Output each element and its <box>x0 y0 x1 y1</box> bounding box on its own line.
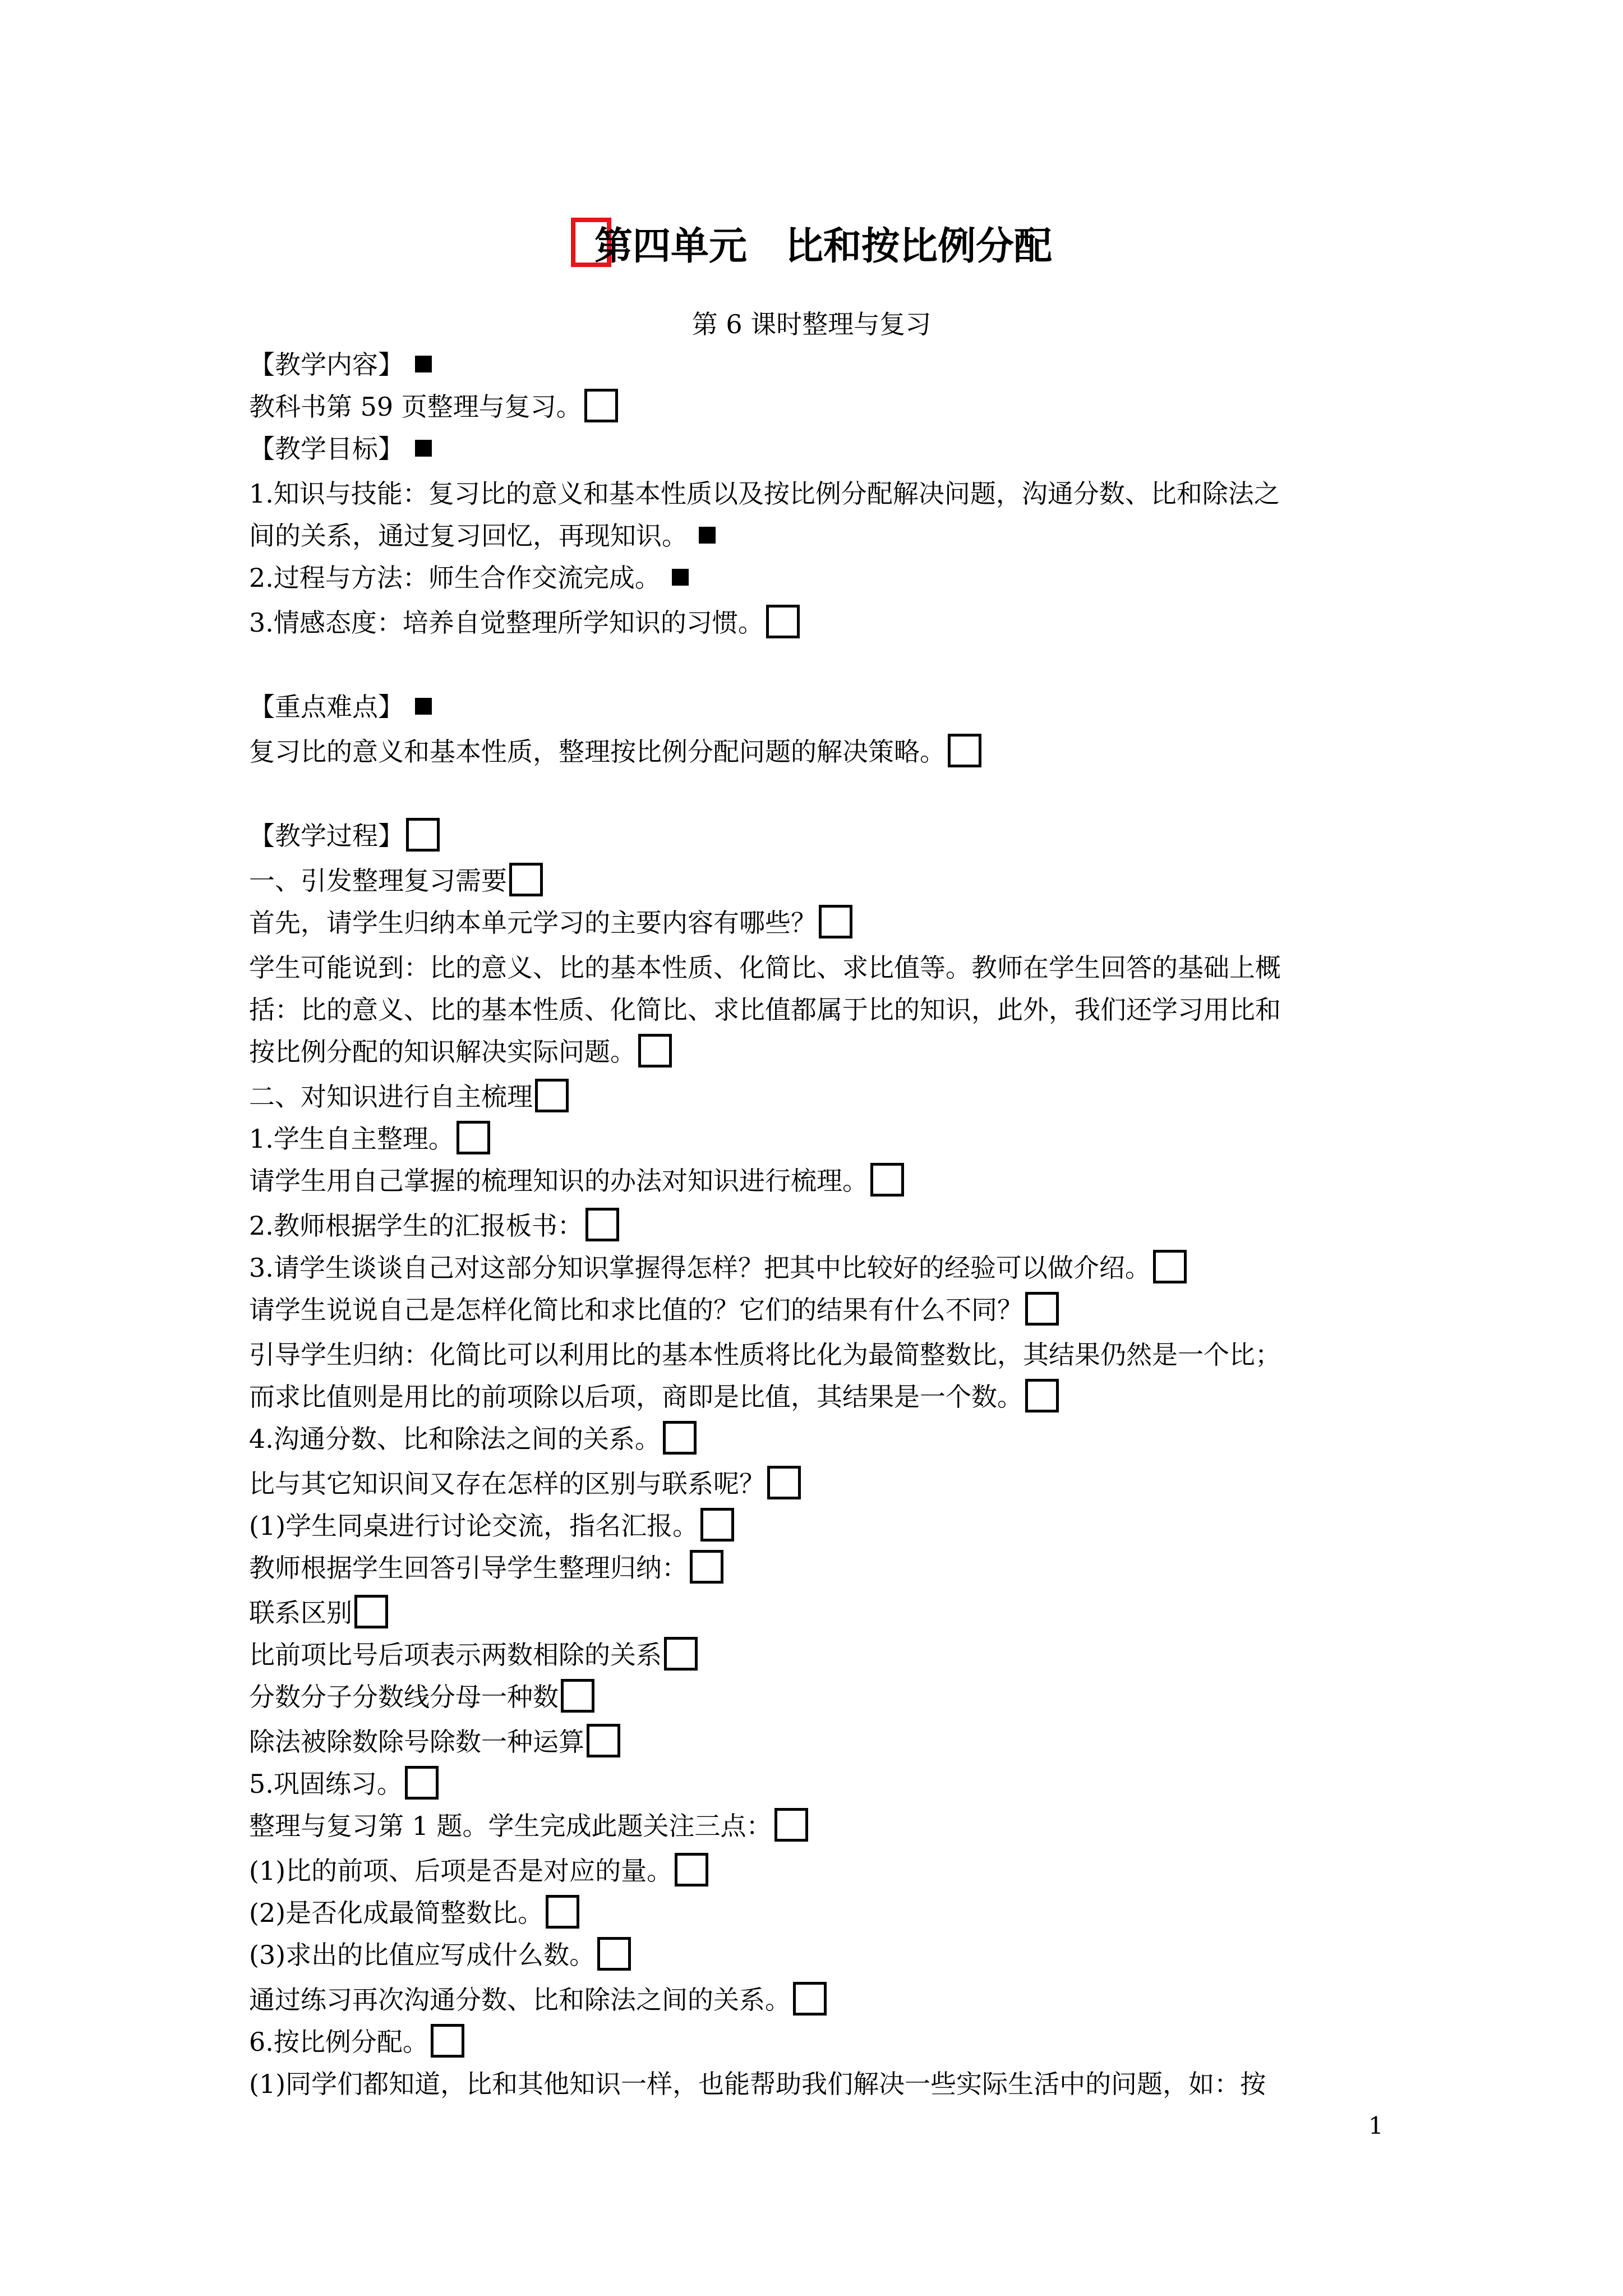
empty-box-icon <box>766 605 800 638</box>
text-line: 2.教师根据学生的汇报板书： <box>249 1206 619 1245</box>
text-line: 复习比的意义和基本性质，整理按比例分配问题的解决策略。 <box>249 732 981 771</box>
text-line: 比前项比号后项表示两数相除的关系 <box>249 1635 698 1674</box>
text-line: (2)是否化成最简整数比。 <box>249 1893 579 1932</box>
empty-box-icon <box>585 1208 619 1241</box>
empty-box-icon <box>819 905 852 938</box>
empty-box-icon <box>767 1466 801 1499</box>
text-line: 3.请学生谈谈自己对这部分知识掌握得怎样？把其中比较好的经验可以做介绍。 <box>249 1248 1187 1287</box>
text-line: 教科书第 59 页整理与复习。 <box>249 387 618 426</box>
text-line: 请学生说说自己是怎样化简比和求比值的？它们的结果有什么不同？ <box>249 1290 1059 1329</box>
text-line: 1.学生自主整理。 <box>249 1119 490 1158</box>
text-line: 通过练习再次沟通分数、比和除法之间的关系。 <box>249 1980 827 2019</box>
text-line: 6.按比例分配。 <box>249 2022 464 2062</box>
text-line: 而求比值则是用比的前项除以后项，商即是比值，其结果是一个数。 <box>249 1377 1059 1416</box>
text-line: 分数分子分数线分母一种数 <box>249 1677 594 1717</box>
square-bullet-icon <box>415 440 432 457</box>
text-line: (1)学生同桌进行讨论交流，指名汇报。 <box>249 1506 734 1545</box>
text-line: 5.巩固练习。 <box>249 1764 439 1803</box>
empty-box-icon <box>948 734 981 767</box>
empty-box-icon <box>638 1034 672 1068</box>
text-line: 间的关系，通过复习回忆，再现知识。 <box>249 516 716 555</box>
empty-box-icon <box>690 1550 723 1584</box>
page-title-text: 第四单元 比和按比例分配 <box>594 224 1052 269</box>
text-line: (1)比的前项、后项是否是对应的量。 <box>249 1851 708 1890</box>
empty-box-icon <box>664 1637 698 1671</box>
empty-box-icon <box>700 1508 734 1542</box>
section-heading: 【教学过程】 <box>249 816 440 855</box>
text-line: 2.过程与方法：师生合作交流完成。 <box>249 558 689 597</box>
empty-box-icon <box>584 389 618 422</box>
empty-box-icon <box>1025 1379 1059 1412</box>
text-line: 按比例分配的知识解决实际问题。 <box>249 1032 672 1071</box>
empty-box-icon <box>535 1079 569 1112</box>
empty-box-icon <box>431 2024 464 2058</box>
text-line: 二、对知识进行自主梳理 <box>249 1077 569 1116</box>
empty-box-icon <box>774 1808 808 1842</box>
empty-box-icon <box>561 1679 594 1713</box>
text-line: 括：比的意义、比的基本性质、化简比、求比值都属于比的知识，此外，我们还学习用比和 <box>249 995 1281 1025</box>
square-bullet-icon <box>415 356 432 372</box>
text-line: (3)求出的比值应写成什么数。 <box>249 1935 631 1975</box>
empty-box-icon <box>587 1724 620 1757</box>
section-heading: 【教学内容】 <box>249 345 432 384</box>
text-line: 学生可能说到：比的意义、比的基本性质、化简比、求比值等。教师在学生回答的基础上概 <box>249 953 1281 983</box>
empty-box-icon <box>675 1853 708 1887</box>
empty-box-icon <box>663 1421 697 1455</box>
square-bullet-icon <box>415 698 432 715</box>
text-line: 3.情感态度：培养自觉整理所学知识的习惯。 <box>249 603 800 642</box>
page-number: 1 <box>1368 2112 1384 2139</box>
empty-box-icon <box>354 1595 388 1628</box>
text-line: 除法被除数除号除数一种运算 <box>249 1722 620 1761</box>
text-line: 首先，请学生归纳本单元学习的主要内容有哪些？ <box>249 903 852 942</box>
text-line: 教师根据学生回答引导学生整理归纳： <box>249 1548 723 1588</box>
empty-box-icon <box>546 1895 579 1929</box>
page-title <box>0 218 1623 274</box>
empty-box-icon <box>597 1937 631 1971</box>
text-line: 1.知识与技能：复习比的意义和基本性质以及按比例分配解决问题，沟通分数、比和除法之 <box>249 478 1280 509</box>
text-line: 请学生用自己掌握的梳理知识的办法对知识进行梳理。 <box>249 1161 904 1200</box>
text-line: 引导学生归纳：化简比可以利用比的基本性质将比化为最简整数比，其结果仍然是一个比； <box>249 1340 1281 1370</box>
text-line: 比与其它知识间又存在怎样的区别与联系呢？ <box>249 1464 801 1503</box>
empty-box-icon <box>406 818 440 852</box>
square-bullet-icon <box>699 527 716 544</box>
section-heading: 【重点难点】 <box>249 687 432 726</box>
page-subtitle: 第 6 课时整理与复习 <box>691 309 932 339</box>
text-line: 一、引发整理复习需要 <box>249 861 543 900</box>
empty-box-icon <box>793 1982 827 2016</box>
text-line: (1)同学们都知道，比和其他知识一样，也能帮助我们解决一些实际生活中的问题，如：按 <box>249 2069 1266 2099</box>
text-line: 联系区别 <box>249 1593 388 1632</box>
empty-box-icon <box>1153 1250 1187 1283</box>
square-bullet-icon <box>672 569 689 586</box>
empty-box-icon <box>870 1163 904 1197</box>
empty-box-icon <box>1025 1292 1059 1326</box>
empty-box-icon <box>509 863 543 896</box>
text-line: 整理与复习第 1 题。学生完成此题关注三点： <box>249 1806 808 1846</box>
empty-box-icon <box>457 1121 490 1154</box>
text-line: 4.沟通分数、比和除法之间的关系。 <box>249 1419 697 1458</box>
empty-box-icon <box>405 1766 439 1800</box>
section-heading: 【教学目标】 <box>249 429 432 468</box>
